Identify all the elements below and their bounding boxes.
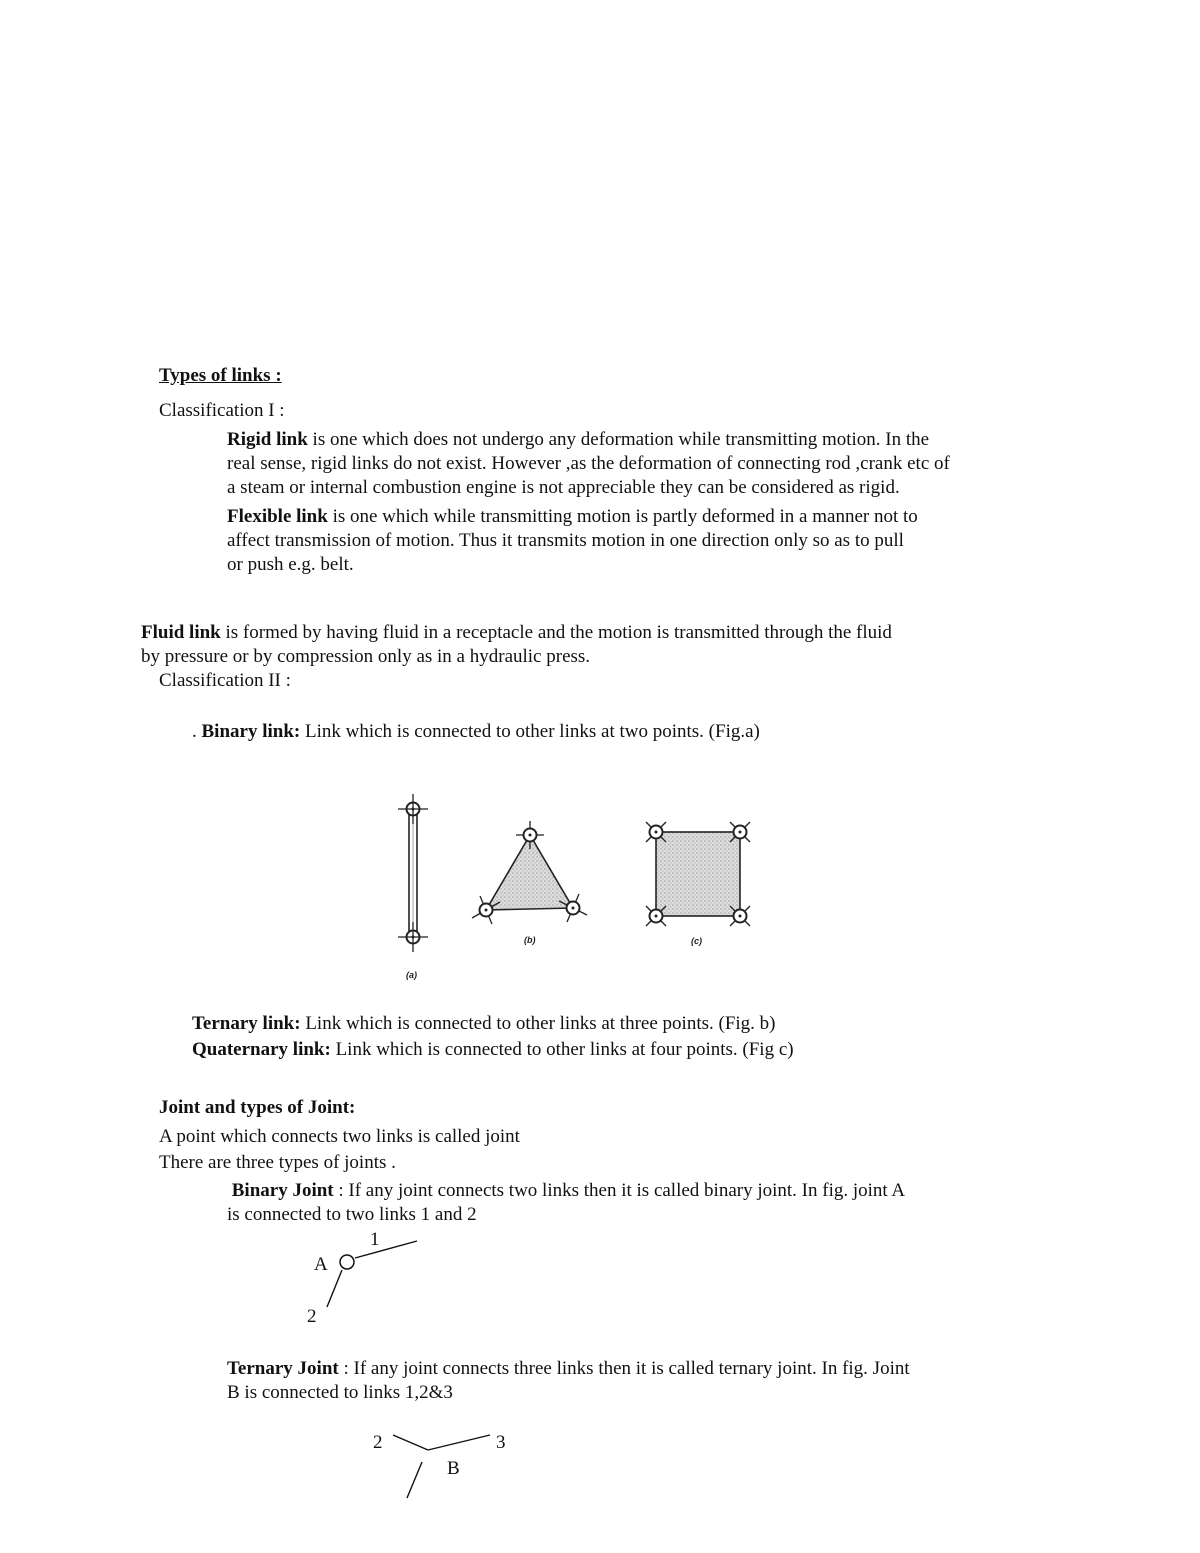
- quaternary-link-term: Quaternary link:: [192, 1039, 331, 1060]
- binary-joint-figure: [300, 1225, 430, 1330]
- flexible-link-line1: is one which while transmitting motion is partly deformed in a manner not to: [327, 506, 918, 527]
- flexible-link-line2: affect transmission of motion. Thus it transmits motion in one direction only so as to pull: [227, 530, 904, 551]
- ternary-link-line: [192, 1012, 776, 1036]
- flexible-link-term: Flexible link: [227, 506, 328, 527]
- pin-joint-icon: [730, 822, 750, 842]
- pin-joint-icon: [646, 906, 666, 926]
- quaternary-link-desc: Link which is connected to other links at four points. (Fig c): [330, 1039, 794, 1060]
- binary-joint-link2-label: 2: [307, 1306, 317, 1327]
- rigid-link-term: Rigid link: [227, 429, 308, 450]
- fluid-link-line2: by pressure or by compression only as in a hydraulic press.: [141, 646, 591, 667]
- ternary-link-term: Ternary link:: [192, 1013, 301, 1034]
- classification-2-label: Classification II :: [159, 670, 291, 691]
- ternary-link-drawing: [472, 821, 587, 945]
- pin-joint-icon: [646, 822, 666, 842]
- ternary-joint-link3: [428, 1435, 490, 1450]
- binary-link-prefix: .: [192, 721, 202, 742]
- ternary-joint-line1: : If any joint connects three links then it is called ternary joint. In fig. Joint: [338, 1358, 910, 1379]
- ternary-joint-link2-label: 2: [373, 1432, 383, 1453]
- fig-a-caption: (a): [406, 970, 417, 980]
- fig-c-caption: (c): [691, 936, 702, 946]
- joint-definition: A point which connects two links is called joint: [159, 1126, 520, 1147]
- fluid-link-paragraph: [141, 621, 892, 669]
- pin-joint-icon: [516, 821, 544, 849]
- rigid-link-line3: a steam or internal combustion engine is not appreciable they can be considered as rigid.: [227, 477, 900, 498]
- ternary-joint-link3-label: 3: [496, 1432, 506, 1453]
- rigid-link-paragraph: [227, 428, 950, 500]
- joint-types-heading: Joint and types of Joint:: [159, 1097, 356, 1118]
- rigid-link-line1: is one which does not undergo any deformation while transmitting motion. In the: [307, 429, 930, 450]
- quaternary-link-drawing: [646, 822, 750, 946]
- binary-link-line: [192, 720, 760, 744]
- rigid-link-line2: real sense, rigid links do not exist. However ,as the deformation of connecting rod ,crank etc of: [227, 453, 950, 474]
- ternary-joint-link2: [393, 1435, 428, 1450]
- flexible-link-line3: or push e.g. belt.: [227, 554, 354, 575]
- ternary-joint-paragraph: [227, 1357, 910, 1405]
- fluid-link-term: Fluid link: [141, 622, 221, 643]
- pin-joint-icon: [398, 794, 428, 824]
- joint-circle-icon: [340, 1255, 354, 1269]
- ternary-joint-link1: [407, 1462, 422, 1498]
- fluid-link-line1: is formed by having fluid in a receptacle and the motion is transmitted through the fluid: [220, 622, 892, 643]
- binary-joint-a-label: A: [314, 1254, 328, 1275]
- binary-link-term: Binary link:: [201, 721, 301, 742]
- flexible-link-paragraph: [227, 505, 918, 577]
- pin-joint-icon: [398, 922, 428, 952]
- ternary-joint-line2: B is connected to links 1,2&3: [227, 1382, 453, 1403]
- joint-types-count: There are three types of joints .: [159, 1152, 396, 1173]
- ternary-joint-figure: [360, 1425, 530, 1505]
- binary-joint-line1: : If any joint connects two links then it is called binary joint. In fig. joint A: [333, 1180, 906, 1201]
- ternary-joint-term: Ternary Joint: [227, 1358, 339, 1379]
- types-of-links-heading: Types of links :: [159, 365, 282, 386]
- binary-joint-paragraph: [227, 1179, 905, 1227]
- binary-joint-line2: is connected to two links 1 and 2: [227, 1204, 477, 1225]
- classification-1-label: Classification I :: [159, 400, 285, 421]
- link-types-figure: [380, 780, 800, 990]
- pin-joint-icon: [730, 906, 750, 926]
- binary-joint-link2: [327, 1270, 342, 1307]
- binary-joint-link1-label: 1: [370, 1229, 380, 1250]
- binary-link-drawing: [398, 794, 428, 980]
- binary-link-desc: Link which is connected to other links at two points. (Fig.a): [300, 721, 760, 742]
- binary-joint-link1: [355, 1241, 417, 1258]
- quaternary-link-line: [192, 1038, 794, 1062]
- ternary-link-desc: Link which is connected to other links at three points. (Fig. b): [300, 1013, 776, 1034]
- binary-joint-term: Binary Joint: [231, 1180, 334, 1201]
- fig-b-caption: (b): [524, 935, 536, 945]
- ternary-joint-b-label: B: [447, 1458, 460, 1479]
